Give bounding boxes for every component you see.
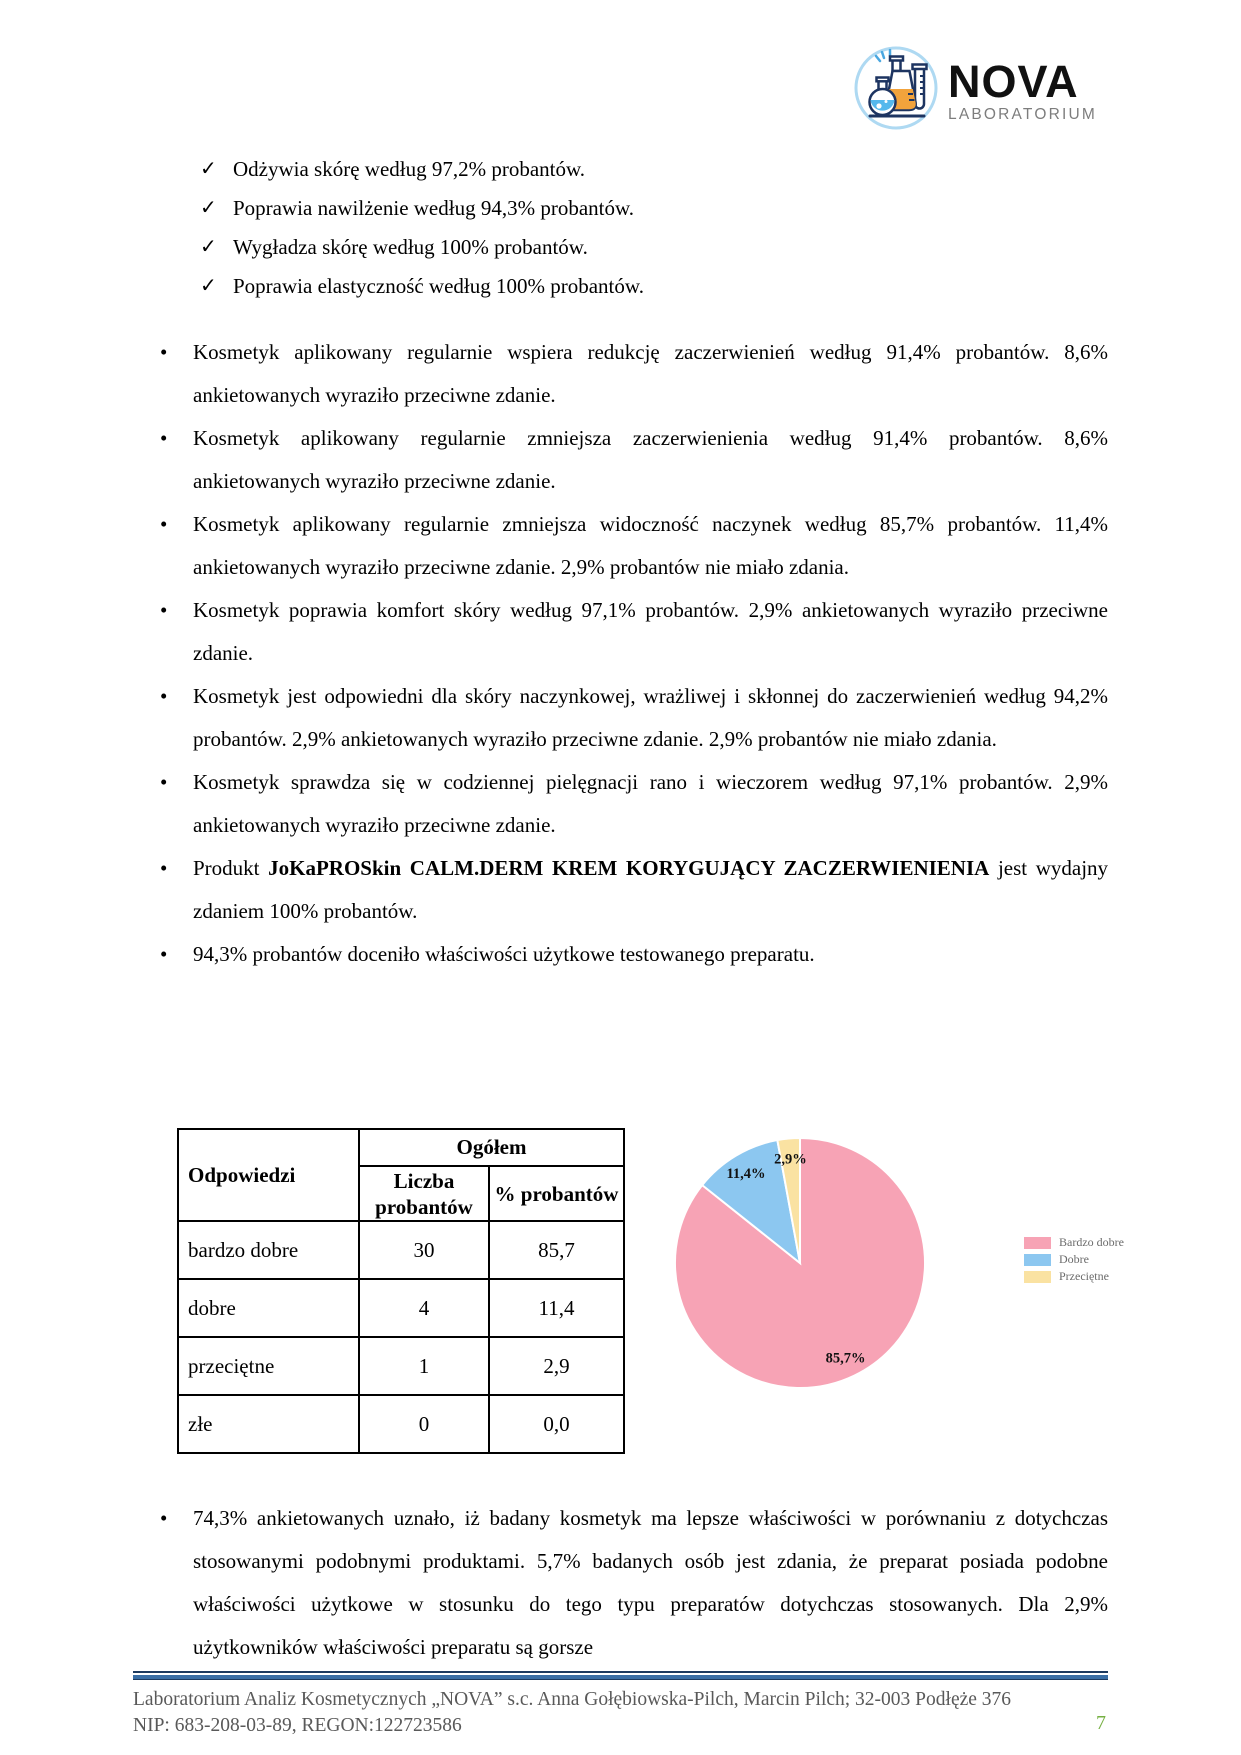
- row-count: 4: [359, 1279, 489, 1337]
- bullet-icon: •: [160, 340, 168, 364]
- row-percent: 2,9: [489, 1337, 624, 1395]
- bullet-icon: •: [160, 684, 168, 708]
- check-item-text: Poprawia nawilżenie według 94,3% probantów.: [233, 196, 635, 220]
- footer-divider: [133, 1671, 1108, 1680]
- logo-subtitle: LABORATORIUM: [948, 105, 1097, 123]
- check-item: [200, 228, 644, 267]
- bullet-item: [158, 761, 1108, 847]
- product-name-bold: JoKaPROSkin CALM.DERM KREM KORYGUJĄCY ZACZERWIENIENIA: [268, 856, 990, 880]
- row-percent: 11,4: [489, 1279, 624, 1337]
- table-row: [178, 1337, 624, 1395]
- check-icon: ✓: [200, 236, 217, 258]
- bullet-text: Kosmetyk sprawdza się w codziennej pielęgnacji rano i wieczorem według 97,1% probantów. 2,9% ankietowanych wyraziło przeciwne zdanie.: [193, 770, 1108, 837]
- bullet-text: Kosmetyk aplikowany regularnie wspiera redukcję zaczerwienień według 91,4% probantów. 8,6% ankietowanych wyraziło przeciwne zdanie.: [193, 340, 1108, 407]
- legend-item: [1024, 1251, 1124, 1268]
- row-label: przeciętne: [178, 1337, 359, 1395]
- footer-line2: NIP: 683-208-03-89, REGON:122723586: [133, 1715, 462, 1736]
- legend-swatch-przecietne: [1024, 1271, 1051, 1283]
- bottom-bullet-list: [158, 1497, 1108, 1669]
- check-item: [200, 267, 644, 306]
- table-row: [178, 1279, 624, 1337]
- table-row: [178, 1395, 624, 1453]
- footer-line1: Laboratorium Analiz Kosmetycznych „NOVA” s.c. Anna Gołębiowska-Pilch, Marcin Pilch; 32-003 Podłęże 376: [133, 1689, 1012, 1710]
- bullet-item: [158, 675, 1108, 761]
- check-item-text: Wygładza skórę według 100% probantów.: [233, 235, 588, 259]
- bullet-icon: •: [160, 856, 168, 880]
- bullet-text: Kosmetyk jest odpowiedni dla skóry naczynkowej, wrażliwej i skłonnej do zaczerwienień według 94,2% probantów. 2,9% ankietowanych wyraziło przeciwne zdanie. 2,9% probantów nie miało zdania.: [193, 684, 1108, 751]
- chart-legend: [1024, 1234, 1124, 1285]
- table-col-header-percent: % probantów: [489, 1166, 624, 1221]
- row-label: bardzo dobre: [178, 1221, 359, 1279]
- check-item: [200, 189, 644, 228]
- row-label: złe: [178, 1395, 359, 1453]
- bullet-text: Kosmetyk poprawia komfort skóry według 97,1% probantów. 2,9% ankietowanych wyraziło przeciwne zdanie.: [193, 598, 1108, 665]
- footer: [133, 1687, 1108, 1739]
- row-count: 0: [359, 1395, 489, 1453]
- check-item-text: Odżywia skórę według 97,2% probantów.: [233, 157, 586, 181]
- row-label: dobre: [178, 1279, 359, 1337]
- nova-logo: [852, 44, 1097, 137]
- bullet-text: 74,3% ankietowanych uznało, iż badany kosmetyk ma lepsze właściwości w porównaniu z dotychczas stosowanymi podobnymi produktami. 5,7% badanych osób jest zdania, że preparat posiada podobne właściwości użytkowe w stosunku do tego typu preparatów dotychczas stosowanych. Dla 2,9% użytkowników właściwości preparatu są gorsze: [193, 1506, 1108, 1659]
- page-number: 7: [1096, 1712, 1106, 1734]
- legend-item: [1024, 1268, 1124, 1285]
- table-corner-header: Odpowiedzi: [178, 1129, 359, 1221]
- row-count: 1: [359, 1337, 489, 1395]
- bullet-icon: •: [160, 942, 168, 966]
- row-percent: 0,0: [489, 1395, 624, 1453]
- legend-label: Bardzo dobre: [1059, 1235, 1124, 1249]
- table-col-header-count: Liczba probantów: [359, 1166, 489, 1221]
- row-count: 30: [359, 1221, 489, 1279]
- bullet-text: Kosmetyk aplikowany regularnie zmniejsza widoczność naczynek według 85,7% probantów. 11,4% ankietowanych wyraziło przeciwne zdanie. 2,9% probantów nie miało zdania.: [193, 512, 1108, 579]
- bullet-text: 94,3% probantów doceniło właściwości użytkowe testowanego preparatu.: [193, 942, 815, 966]
- check-icon: ✓: [200, 158, 217, 180]
- pie-data-label: 2,9%: [774, 1151, 807, 1168]
- bullet-item: [158, 1497, 1108, 1669]
- table-row: [178, 1221, 624, 1279]
- table-group-header: Ogółem: [359, 1129, 624, 1166]
- bullet-icon: •: [160, 512, 168, 536]
- bullet-item: [158, 933, 1108, 976]
- bullet-icon: •: [160, 598, 168, 622]
- bullet-icon: •: [160, 770, 168, 794]
- results-table: [177, 1128, 625, 1454]
- lab-flasks-icon: [852, 44, 940, 137]
- logo-title: NOVA: [948, 55, 1079, 107]
- legend-label: Przeciętne: [1059, 1269, 1109, 1283]
- bullet-text-prefix: Produkt: [193, 856, 260, 880]
- bullet-item: [158, 417, 1108, 503]
- legend-swatch-dobre: [1024, 1254, 1051, 1266]
- bullet-text: Kosmetyk aplikowany regularnie zmniejsza zaczerwienienia według 91,4% probantów. 8,6% ankietowanych wyraziło przeciwne zdanie.: [193, 426, 1108, 493]
- legend-item: [1024, 1234, 1124, 1251]
- bullet-item: [158, 589, 1108, 675]
- legend-swatch-bardzo-dobre: [1024, 1237, 1051, 1249]
- row-percent: 85,7: [489, 1221, 624, 1279]
- check-icon: ✓: [200, 275, 217, 297]
- bullet-text-suffix: jest wydajny zdaniem 100% probantów.: [193, 856, 1109, 923]
- legend-label: Dobre: [1059, 1252, 1089, 1266]
- bullet-icon: •: [160, 1506, 168, 1530]
- check-item: [200, 150, 644, 189]
- pie-data-label: 85,7%: [825, 1350, 866, 1367]
- bullet-list: [158, 331, 1108, 976]
- bullet-item-product: [158, 847, 1108, 933]
- checkmark-list: [200, 150, 644, 306]
- bullet-icon: •: [160, 426, 168, 450]
- check-icon: ✓: [200, 197, 217, 219]
- pie-data-label: 11,4%: [726, 1166, 766, 1182]
- bullet-item: [158, 503, 1108, 589]
- pie-chart: [655, 1118, 945, 1413]
- bullet-item: [158, 331, 1108, 417]
- check-item-text: Poprawia elastyczność według 100% probantów.: [233, 274, 644, 298]
